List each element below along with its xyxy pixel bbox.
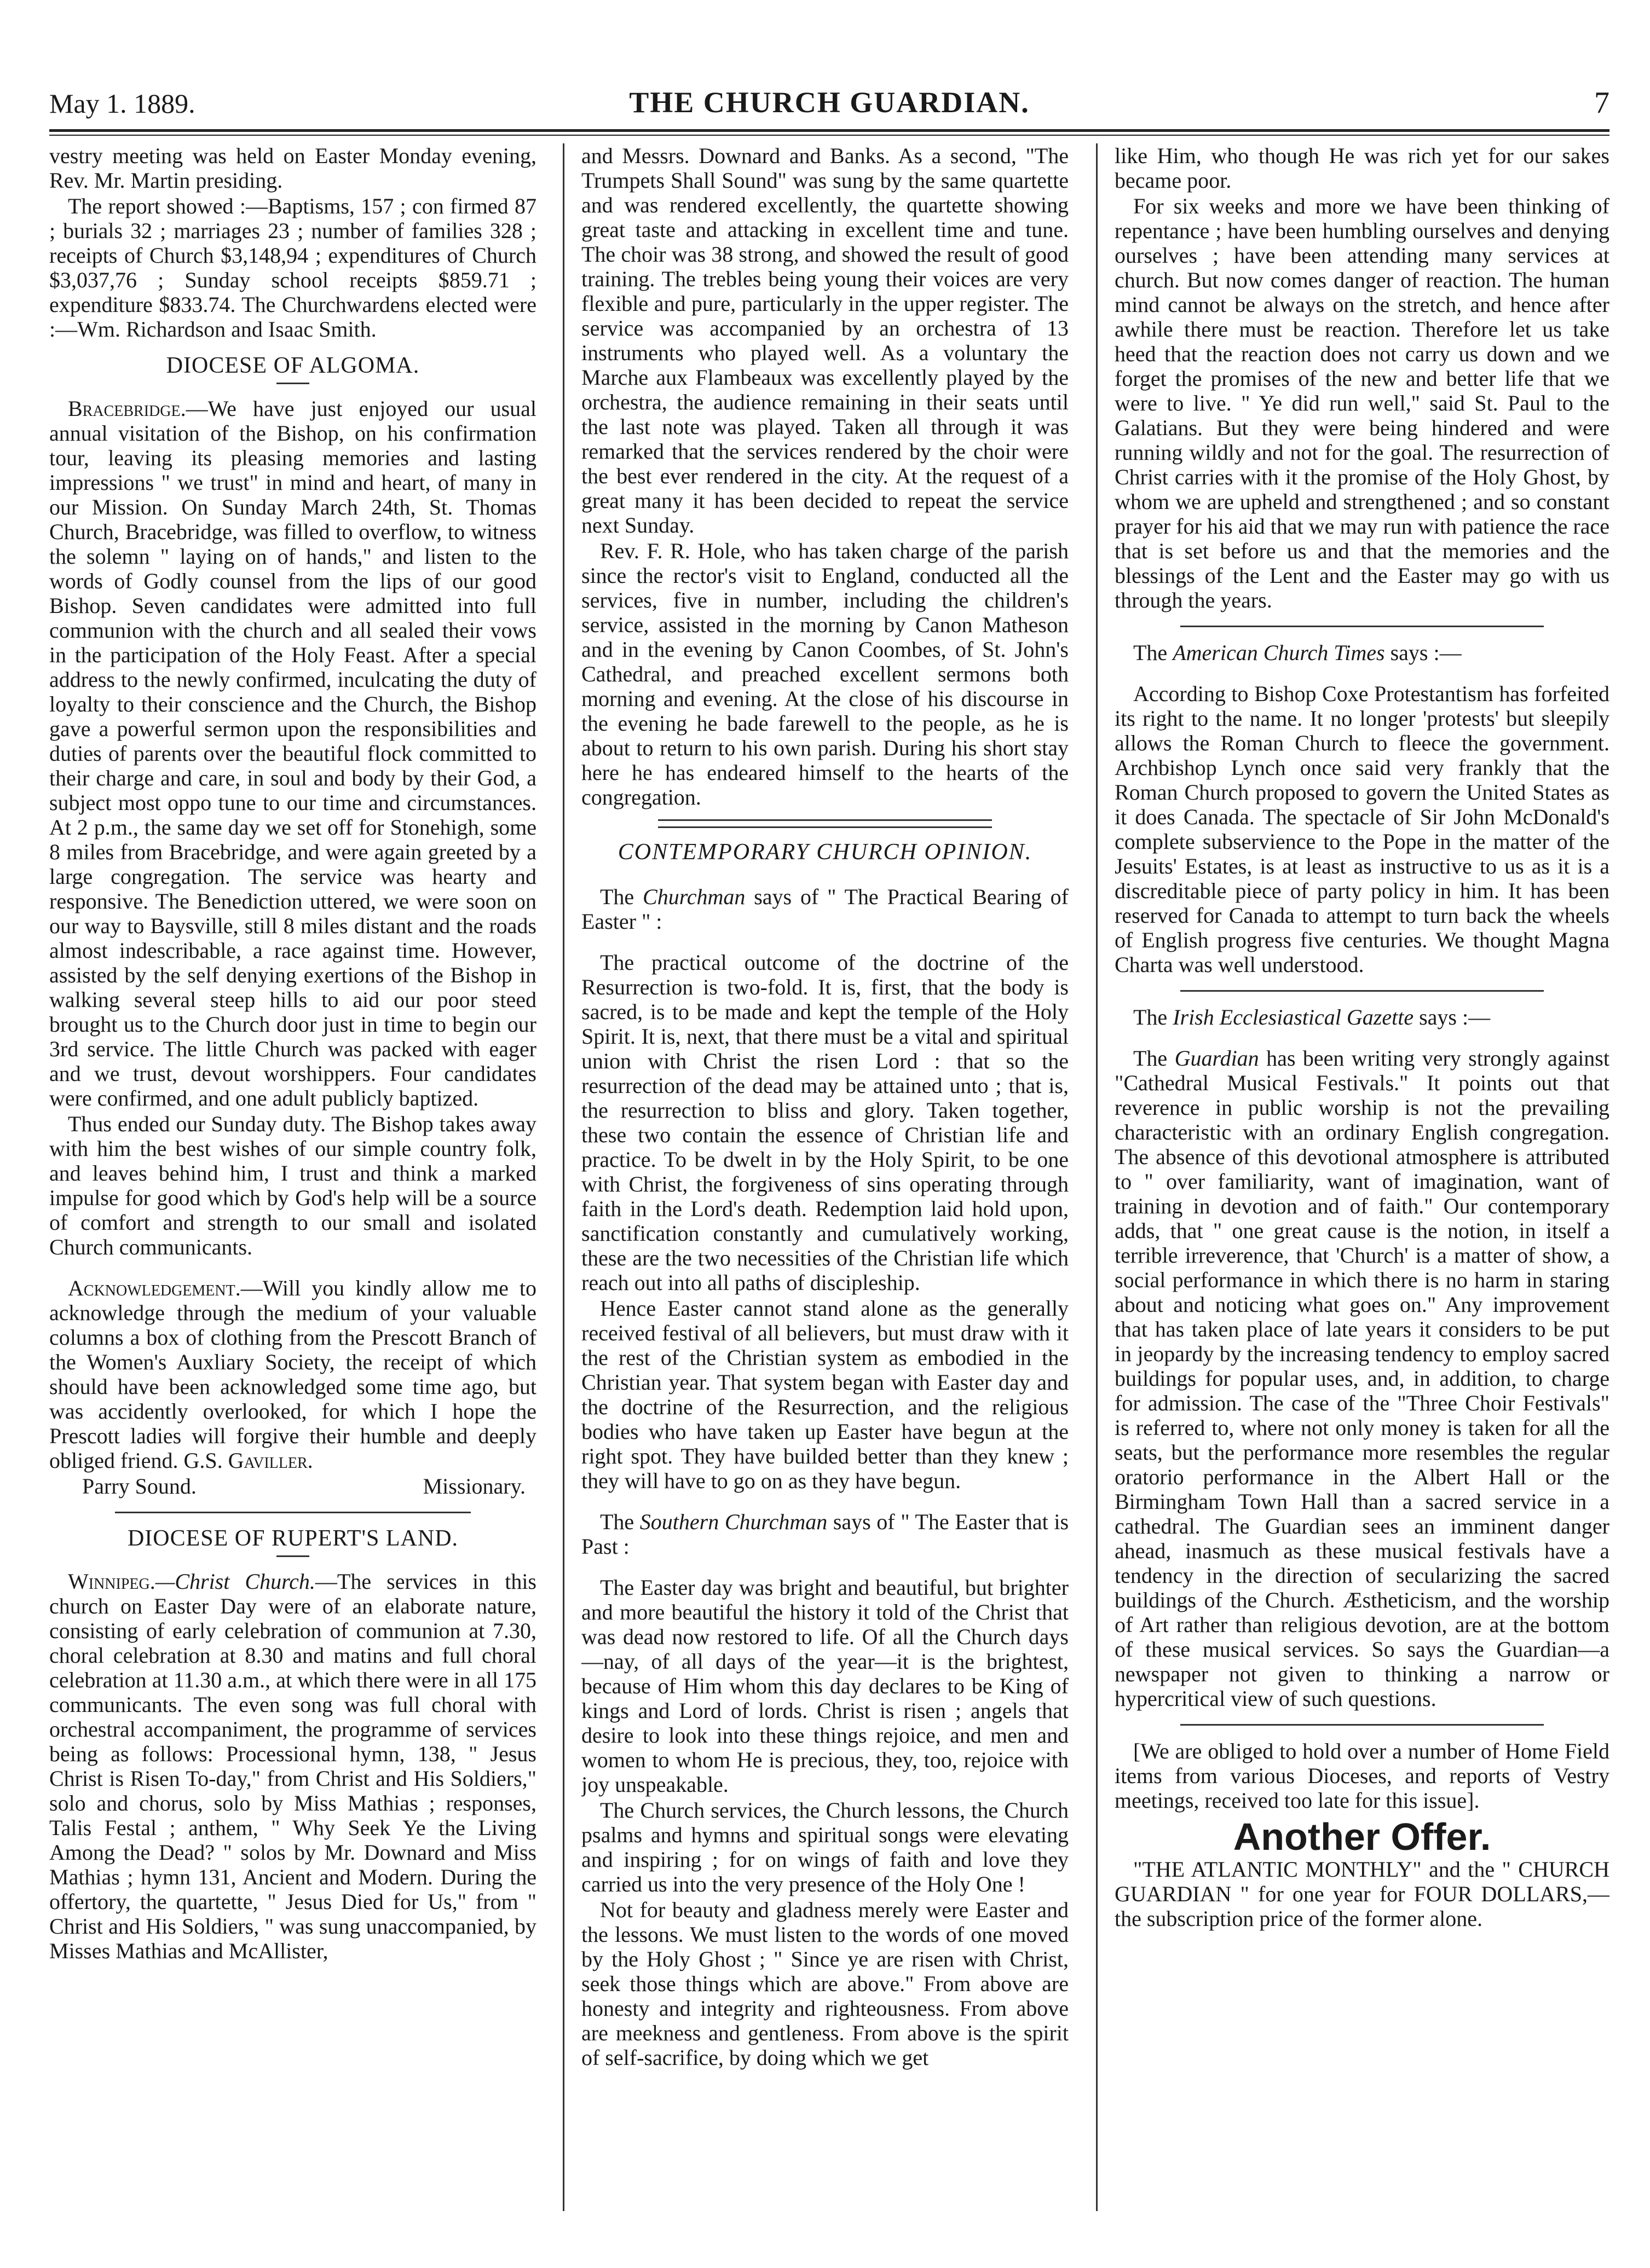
signature-role: Missionary. — [423, 1474, 526, 1498]
american-post: says :— — [1384, 640, 1462, 665]
spacer — [581, 1560, 1069, 1575]
churchman-pre: The — [600, 884, 643, 909]
vestry-report-paragraph: The report showed :—Baptisms, 157 ; con firmed 87 ; burials 32 ; marriages 23 ; number of families 328 ; receipts of Church $3,148,94 ; expenditures of Church $3,037,76 ; Sunday school receipts $859.71 ; expenditure $833.74. The Churchwardens elected were :—Wm. Richardson and Isaac Smith. — [49, 194, 536, 342]
issue-date: May 1. 1889. — [49, 88, 195, 119]
offer-paragraph: "THE ATLANTIC MONTHLY" and the " CHURCH GUARDIAN " for one year for FOUR DOLLARS,—the subscription price of the former alone. — [1115, 1857, 1609, 1931]
southern-intro — [581, 1509, 1069, 1559]
choir-paragraph: and Messrs. Downard and Banks. As a second, "The Trumpets Shall Sound" was sung by the same quartette and was rendered excellently, the quartette showing great taste and attacking in excellent time and tune. The choir was 38 strong, and showed the result of good training. The trebles being young their voices are very flexible and pure, particularly in the upper register. The service was accompanied by an orchestra of 13 instruments who played well. As a voluntary the Marche aux Flambeaux was excellently played by the orchestra, the audience remaining in their seats until the last note was played. Taken all through it was remarked that the services rendered by the choir were the best ever rendered in the city. At the request of a great many it has been decided to repeat the service next Sunday. — [581, 143, 1069, 537]
section-rule — [1180, 626, 1544, 627]
masthead-rule-thin — [49, 135, 1609, 136]
winnipeg-subhead: —Christ Church. — [155, 1569, 315, 1594]
column-2 — [581, 143, 1069, 2211]
section-rule — [115, 1512, 471, 1513]
churchman-name: Churchman — [643, 884, 746, 909]
bracebridge-paragraph — [49, 396, 536, 1110]
section-rule — [1180, 990, 1544, 992]
irish-pre: The — [1133, 1005, 1173, 1029]
bracebridge-text: —We have just enjoyed our usual annual visitation of the Bishop, on his confirmation tour, leaving its pleasing memories and lasting impressions " we trust" in mind and heart, of many in our Mission. On Sunday March 24th, St. Thomas Church, Bracebridge, was filled to overflow, to witness the solemn " laying on of hands," and listen to the words of Godly counsel from the lips of our good Bishop. Seven candidates were admitted into full communion with the church and all sealed their vows in the participation of the Holy Feast. After a special address to the newly confirmed, inculcating the duty of loyalty to their conscience and the Church, the Bishop gave a powerful sermon upon the responsibilities and duties of parents over the beautiful flock committed to their charge and care, in soul and body by their God, a subject most oppo tune to our time and circumstances. At 2 p.m., the same day we set off for Stonehigh, some 8 miles from Bracebridge, and were again greeted by a large congregation. The service was hearty and responsive. The Benediction uttered, we were soon on our way to Baysville, still 8 miles distant and the roads almost indescribable, a race against time. However, assisted by the self denying exertions of the Bishop in walking several steep hills to aid our poor steed brought us to the Church door just in time to begin our 3rd service. The little Church was packed with eager and we trust, devout worshippers. Four candidates were confirmed, and one adult publicly baptized. — [49, 396, 536, 1110]
double-rule — [658, 819, 992, 828]
column-divider-left — [563, 143, 564, 2211]
guardian-paragraph — [1115, 1046, 1609, 1711]
heading-dash — [276, 1555, 309, 1557]
american-intro — [1115, 640, 1609, 665]
column-3 — [1115, 143, 1609, 2211]
churchman-post: says of " The Practical Bearing of Easter " : — [581, 884, 1069, 934]
acknowledgement-lead: Acknowledgement. — [68, 1276, 241, 1300]
hole-paragraph: Rev. F. R. Hole, who has taken charge of the parish since the rector's visit to England, conducted all the services, five in number, including the children's service, assisted in the morning by Canon Matheson and in the evening by Canon Coombes, of St. John's Cathedral, and preached excellent sermons both morning and evening. At the close of his discourse in the evening he bade farewell to the people, as he is about to return to his own parish. During his short stay here he has endeared himself to the hearts of the congregation. — [581, 539, 1069, 809]
signature-line — [49, 1474, 536, 1498]
spacer — [1115, 666, 1609, 681]
spacer — [581, 869, 1069, 884]
repentance-paragraph: For six weeks and more we have been thinking of repentance ; have been humbling ourselves and denying ourselves ; have been attending many services at church. But now comes danger of reaction. The human mind cannot be always on the stretch, and hence after awhile there must be reaction. Therefore let us take heed that the reaction does not carry us down and we forget the promises of the new and better life that we were to live. " Ye did run well," said St. Paul to the Galatians. But they were being hindered and were running wildly and not for the goal. The resurrection of Christ carries with it the promise of the Holy Ghost, by whom we are upheld and strengthened ; and so constant prayer for his aid that we may run with patience the race that is set before us and that the memories and the blessings of the Lent and the Easter may go with us through the years. — [1115, 194, 1609, 612]
resurrection-paragraph: The practical outcome of the doctrine of the Resurrection is two-fold. It is, first, that the body is sacred, is to be made and kept the temple of the Holy Spirit. It is, next, that there must be a vital and spiritual union with Christ the risen Lord : that so the resurrection of the dead may be attained unto ; that is, the resurrection to bliss and glory. Taken together, these two contain the essence of Christian life and practice. To be dwelt in by the Holy Spirit, to be one with Christ, the forgiveness of sins operating through faith in the Lord's death. Redemption laid hold upon, sanctification constantly and cumulatively working, these are the two necessities of the Christian life which reach out into all paths of discipleship. — [581, 950, 1069, 1295]
column-1 — [49, 143, 536, 2211]
acknowledgement-paragraph — [49, 1276, 536, 1473]
winnipeg-text: —The services in this church on Easter Day were of an elaborate nature, consisting of early celebration of communion at 7.30, choral celebration at 8.30 and matins and full choral celebration at 11.30 a.m., at which there were in all 175 communicants. The even song was full choral with orchestral accompaniment, the programme of services being as follows: Processional hymn, 138, " Jesus Christ is Risen To-day," from Christ and His Soldiers," solo and chorus, solo by Miss Mathias ; responses, Talis Festal ; anthem, " Why Seek Ye the Living Among the Dead? " solos by Mr. Downard and Miss Mathias ; hymn 131, Ancient and Modern. During the offertory, the quartette, " Jesus Died for Us," from " Christ and His Soldiers, " was sung unaccompanied, by Misses Mathias and McAllister, — [49, 1569, 536, 1963]
churchman-intro — [581, 884, 1069, 934]
editor-notice: [We are obliged to hold over a number of Home Field items from various Dioceses, and reports of Vestry meetings, received too late for this issue]. — [1115, 1739, 1609, 1813]
church-services-paragraph: The Church services, the Church lessons, the Church psalms and hymns and spiritual songs were elevating and inspiring ; for on wings of faith and love they carried us into the very presence of the Holy One ! — [581, 1798, 1069, 1896]
signature-place: Parry Sound. — [82, 1474, 197, 1498]
spacer — [49, 1260, 536, 1276]
ruperts-land-heading: DIOCESE OF RUPERT'S LAND. — [127, 1526, 459, 1551]
southern-pre: The — [600, 1509, 640, 1534]
column-divider-right — [1096, 143, 1098, 2211]
bracebridge-paragraph-2: Thus ended our Sunday duty. The Bishop takes away with him the best wishes of our simple country folk, and leaves behind him, I trust and think a marked impulse for good which by God's help will be a source of comfort and strength to our small and isolated Church communicants. — [49, 1112, 536, 1259]
section-rule — [1180, 1724, 1544, 1726]
acknowledgement-signature: G.S. Gaviller. — [183, 1448, 313, 1473]
american-pre: The — [1133, 640, 1173, 665]
vestry-paragraph: vestry meeting was held on Easter Monday evening, Rev. Mr. Martin presiding. — [49, 143, 536, 193]
page-number: 7 — [1594, 86, 1609, 120]
newspaper-title: THE CHURCH GUARDIAN. — [629, 86, 1030, 119]
like-him-paragraph: like Him, who though He was rich yet for our sakes became poor. — [1115, 143, 1609, 193]
southern-post: says of " The Easter that is Past : — [581, 1509, 1069, 1559]
masthead-rule — [49, 129, 1609, 132]
winnipeg-lead: Winnipeg. — [68, 1569, 155, 1594]
opinion-heading: CONTEMPORARY CHURCH OPINION. — [618, 840, 1032, 865]
easter-system-paragraph: Hence Easter cannot stand alone as the generally received festival of all believers, but must draw with it the rest of the Christian system as embodied in the Christian year. That system began with Easter day and the doctrine of the Resurrection, and the religious bodies who have taken up Easter have begun at the right spot. They have builded better than they knew ; they will have to go on as they have begun. — [581, 1296, 1069, 1493]
irish-intro — [1115, 1005, 1609, 1029]
another-offer-heading: Another Offer. — [1233, 1815, 1491, 1858]
acknowledgement-text: —Will you kindly allow me to acknowledge through the medium of your valuable columns a box of clothing from the Prescott Branch of the Women's Auxliary Society, the receipt of which should have been acknowledged some time ago, but was accidently overlooked, for which I hope the Prescott ladies will forgive their humble and deeply obliged friend. — [49, 1276, 536, 1473]
heading-dash — [276, 383, 309, 384]
guardian-pre: The — [1133, 1046, 1175, 1071]
southern-name: Southern Churchman — [639, 1509, 828, 1534]
easter-day-paragraph: The Easter day was bright and beautiful, but brighter and more beautiful the history it told of the Christ that was dead now restored to life. Of all the Church days—nay, of all days of the year—it is the brightest, because of Him whom this day declares to be King of kings and Lord of lords. Christ is risen ; angels that desire to look into these things rejoice, and men and women to whom He is precious, they, too, rejoice with joy unspeakable. — [581, 1575, 1069, 1797]
algoma-heading: DIOCESE OF ALGOMA. — [166, 353, 420, 378]
spacer — [581, 935, 1069, 950]
beauty-paragraph: Not for beauty and gladness merely were Easter and the lessons. We must listen to the words of one moved by the Holy Ghost ; " Since ye are risen with Christ, seek those things which are above." From above are honesty and integrity and righteousness. From above are meekness and gentleness. From above is the spirit of self-sacrifice, by doing which we get — [581, 1897, 1069, 2070]
guardian-text: has been writing very strongly against "Cathedral Musical Festivals." It points out that reverence in public worship is not the prevailing characteristic with an ordinary English congregation. The absence of this devotional atmosphere is attributed to " over familiarity, want of imagination, want of training in devotion and of faith." Our contemporary adds, that " one great cause is the notion, in itself a terrible irreverence, that 'Church' is a matter of show, a social performance in which there is no harm in staring about and noticing what goes on." Any improvement that has taken place of late years it considers to be put in jeopardy by the increasing tendency to employ sacred buildings for popular uses, and, in addition, to charge for admission. The case of the "Three Choir Festivals" is referred to, where not only money is taken for all the seats, but the performance more resembles the regular oratorio performance in the Albert Hall or the Birmingham Town Hall than a sacred service in a cathedral. The Guardian sees an imminent danger ahead, inasmuch as these musical festivals have a tendency in the direction of secularizing the sacred buildings of the Church. Æstheticism, and the worship of Art rather than religious devotion, are at the bottom of these musical services. So says the Guardian—a newspaper not given to thinking a narrow or hypercritical view of such questions. — [1115, 1046, 1609, 1711]
irish-name: Irish Ecclesiastical Gazette — [1173, 1005, 1414, 1029]
american-name: American Church Times — [1173, 640, 1385, 665]
guardian-name: Guardian — [1174, 1046, 1259, 1071]
spacer — [1115, 1031, 1609, 1046]
winnipeg-paragraph — [49, 1569, 536, 1963]
protestantism-paragraph: According to Bishop Coxe Protestantism has forfeited its right to the name. It no longer 'protests' but sleepily allows the Roman Church to fleece the government. Archbishop Lynch once said very frankly that the Roman Church proposed to govern the United States as it does Canada. The spectacle of Sir John McDonald's complete subservience to the Pope in the matter of the Jesuits' Estates, is at least as instructive to us as it is a discreditable piece of party policy in him. It has been reserved for Canada to attempt to turn back the wheels of English progress five centuries. We thought Magna Charta was well understood. — [1115, 681, 1609, 977]
masthead — [49, 82, 1609, 126]
irish-post: says :— — [1414, 1005, 1491, 1029]
spacer — [581, 1494, 1069, 1509]
bracebridge-lead: Bracebridge. — [68, 396, 186, 421]
